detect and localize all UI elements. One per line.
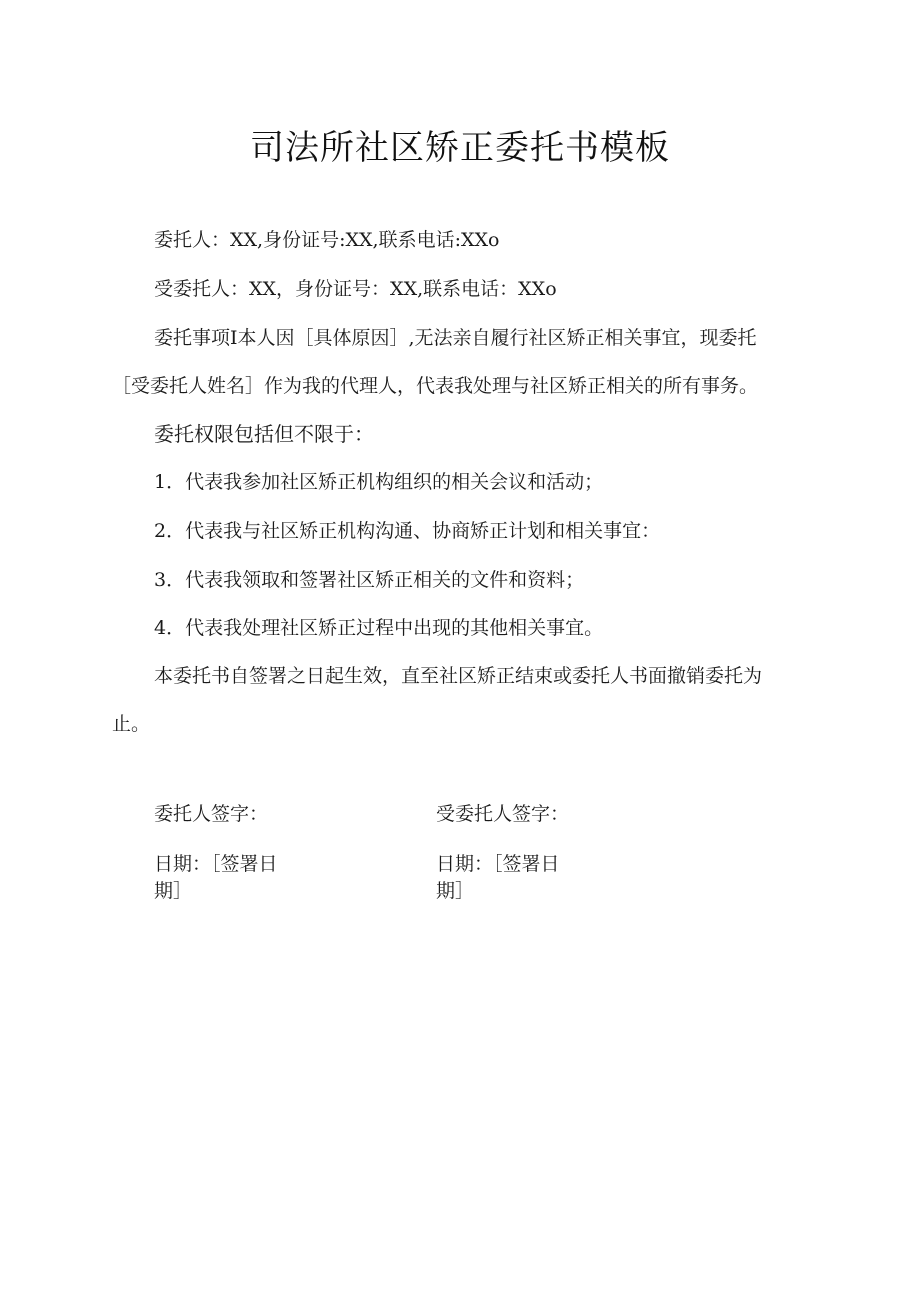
effective-line-2: 止。 [112,713,151,735]
scope-item-4: 4．代表我处理社区矫正过程中出现的其他相关事宜。 [154,617,604,639]
principal-info-line: 委托人：XX,身份证号:XX,联系电话:XXo [154,229,500,251]
agent-signature-label: 受委托人签字： [436,803,570,825]
principal-date-line-2: 期］ [154,880,193,902]
agent-date-line-2: 期］ [436,880,475,902]
matter-line-2: ［受委托人姓名］作为我的代理人，代表我处理与社区矫正相关的所有事务。 [112,375,759,397]
document-title: 司法所社区矫正委托书模板 [250,128,670,168]
principal-signature-label: 委托人签字： [154,803,269,825]
principal-date-line-1: 日期：［签署日 [154,853,278,875]
effective-line-1: 本委托书自签署之日起生效，直至社区矫正结束或委托人书面撤销委托为 [154,665,763,687]
scope-item-2: 2．代表我与社区矫正机构沟通、协商矫正计划和相关事宜： [154,520,661,542]
scope-item-3: 3．代表我领取和签署社区矫正相关的文件和资料； [154,569,585,591]
scope-heading: 委托权限包括但不限于： [154,422,374,446]
scope-item-1: 1．代表我参加社区矫正机构组织的相关会议和活动； [154,471,604,493]
matter-line-1: 委托事项I本人因［具体原因］,无法亲自履行社区矫正相关事宜，现委托 [154,327,757,349]
agent-info-line: 受委托人：XX，身份证号：XX,联系电话：XXo [154,278,557,300]
agent-date-line-1: 日期：［签署日 [436,853,560,875]
